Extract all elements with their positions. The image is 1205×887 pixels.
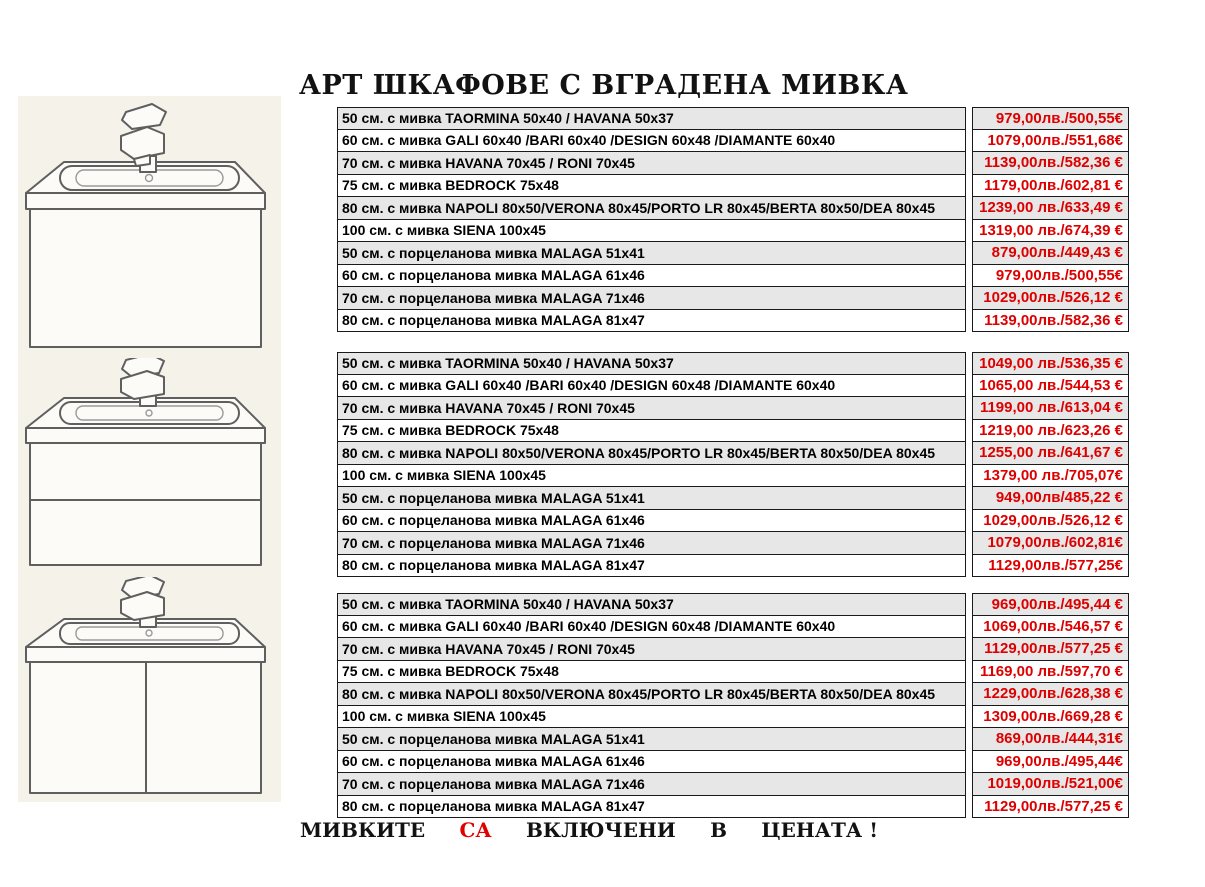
product-desc: 50 см. с мивка TAORMINA 50x40 / HAVANA 50x37 [337,107,966,130]
product-desc: 70 см. с мивка HAVANA 70x45 / RONI 70x45 [337,397,966,420]
product-price: 879,00лв./449,43 € [972,242,1129,265]
table-row [337,555,1129,578]
product-desc: 60 см. с мивка GALI 60x40 /BARI 60x40 /DESIGN 60x48 /DIAMANTE 60x40 [337,616,966,639]
vanity-two-doors-drawing [18,577,281,820]
table-row [337,706,1129,729]
product-price: 1065,00 лв./544,53 € [972,375,1129,398]
table-row [337,728,1129,751]
product-price: 949,00лв/485,22 € [972,487,1129,510]
product-price: 979,00лв./500,55€ [972,107,1129,130]
table-row [337,197,1129,220]
product-desc: 75 см. с мивка BEDROCK 75x48 [337,420,966,443]
price-table-1 [337,107,1129,332]
product-price: 1199,00 лв./613,04 € [972,397,1129,420]
product-price: 1079,00лв./551,68€ [972,130,1129,153]
product-price: 1169,00 лв./597,70 € [972,661,1129,684]
product-desc: 80 см. с мивка NAPOLI 80x50/VERONA 80x45/PORTO LR 80x45/BERTA 80x50/DEA 80x45 [337,442,966,465]
table-row [337,287,1129,310]
cabinet-body-graphic [30,443,261,565]
product-desc: 100 см. с мивка SIENA 100x45 [337,220,966,243]
footer-word: ВКЛЮЧЕНИ [525,818,676,842]
product-price: 869,00лв./444,31€ [972,728,1129,751]
footer-note [300,818,878,842]
product-price: 1255,00 лв./641,67 € [972,442,1129,465]
product-price: 969,00лв./495,44€ [972,751,1129,774]
product-price: 1219,00 лв./623,26 € [972,420,1129,443]
product-price: 1129,00лв./577,25 € [972,796,1129,819]
product-desc: 70 см. с порцеланова мивка MALAGA 71x46 [337,773,966,796]
footer-word-accent: СА [459,818,492,842]
product-price: 1309,00лв./669,28 € [972,706,1129,729]
table-row [337,638,1129,661]
product-desc: 80 см. с мивка NAPOLI 80x50/VERONA 80x45/PORTO LR 80x45/BERTA 80x50/DEA 80x45 [337,683,966,706]
product-desc: 80 см. с порцеланова мивка MALAGA 81x47 [337,310,966,333]
product-desc: 50 см. с порцеланова мивка MALAGA 51x41 [337,242,966,265]
product-price: 1019,00лв./521,00€ [972,773,1129,796]
table-row [337,487,1129,510]
product-desc: 60 см. с порцеланова мивка MALAGA 61x46 [337,510,966,533]
product-desc: 70 см. с мивка HAVANA 70x45 / RONI 70x45 [337,638,966,661]
table-row [337,510,1129,533]
cabinet-body-graphic [30,662,261,793]
table-row [337,532,1129,555]
table-row [337,442,1129,465]
product-price: 1139,00лв./582,36 € [972,310,1129,333]
product-price: 1239,00 лв./633,49 € [972,197,1129,220]
product-desc: 80 см. с мивка NAPOLI 80x50/VERONA 80x45/PORTO LR 80x45/BERTA 80x50/DEA 80x45 [337,197,966,220]
product-desc: 70 см. с мивка HAVANA 70x45 / RONI 70x45 [337,152,966,175]
table-row [337,265,1129,288]
product-price: 1069,00лв./546,57 € [972,616,1129,639]
table-row [337,242,1129,265]
footer-word: МИВКИТЕ [300,818,426,842]
product-drawings-panel [18,96,281,802]
product-desc: 50 см. с мивка TAORMINA 50x40 / HAVANA 50x37 [337,593,966,616]
vanity-two-drawers-drawing [18,358,281,573]
table-row [337,107,1129,130]
product-desc: 100 см. с мивка SIENA 100x45 [337,465,966,488]
product-desc: 50 см. с порцеланова мивка MALAGA 51x41 [337,487,966,510]
page-title: АРТ ШКАФОВЕ С ВГРАДЕНА МИВКА [299,70,909,101]
product-desc: 80 см. с порцеланова мивка MALAGA 81x47 [337,796,966,819]
table-row [337,683,1129,706]
product-price: 1179,00лв./602,81 € [972,175,1129,198]
table-row [337,310,1129,333]
product-desc: 60 см. с мивка GALI 60x40 /BARI 60x40 /DESIGN 60x48 /DIAMANTE 60x40 [337,375,966,398]
product-price: 979,00лв./500,55€ [972,265,1129,288]
product-price: 1129,00лв./577,25 € [972,638,1129,661]
table-row [337,751,1129,774]
product-desc: 75 см. с мивка BEDROCK 75x48 [337,661,966,684]
cabinet-body-graphic [30,209,261,347]
product-desc: 70 см. с порцеланова мивка MALAGA 71x46 [337,532,966,555]
table-row [337,152,1129,175]
product-price: 1049,00 лв./536,35 € [972,352,1129,375]
product-desc: 50 см. с порцеланова мивка MALAGA 51x41 [337,728,966,751]
product-desc: 80 см. с порцеланова мивка MALAGA 81x47 [337,555,966,578]
product-desc: 60 см. с мивка GALI 60x40 /BARI 60x40 /DESIGN 60x48 /DIAMANTE 60x40 [337,130,966,153]
table-row [337,130,1129,153]
product-desc: 60 см. с порцеланова мивка MALAGA 61x46 [337,265,966,288]
product-price: 1379,00 лв./705,07€ [972,465,1129,488]
product-price: 1029,00лв./526,12 € [972,510,1129,533]
product-desc: 50 см. с мивка TAORMINA 50x40 / HAVANA 50x37 [337,352,966,375]
product-price: 1079,00лв./602,81€ [972,532,1129,555]
table-row [337,593,1129,616]
table-row [337,220,1129,243]
table-row [337,796,1129,819]
table-row [337,175,1129,198]
price-table-2 [337,352,1129,577]
product-desc: 60 см. с порцеланова мивка MALAGA 61x46 [337,751,966,774]
product-desc: 100 см. с мивка SIENA 100x45 [337,706,966,729]
table-row [337,352,1129,375]
table-row [337,661,1129,684]
product-price: 1229,00лв./628,38 € [972,683,1129,706]
table-row [337,397,1129,420]
table-row [337,420,1129,443]
table-row [337,616,1129,639]
footer-word: В [710,818,727,842]
price-table-3 [337,593,1129,818]
product-price: 1319,00 лв./674,39 € [972,220,1129,243]
table-row [337,465,1129,488]
product-price: 969,00лв./495,44 € [972,593,1129,616]
footer-word: ЦЕНАТА ! [761,818,878,842]
product-price: 1029,00лв./526,12 € [972,287,1129,310]
product-desc: 75 см. с мивка BEDROCK 75x48 [337,175,966,198]
table-row [337,773,1129,796]
product-desc: 70 см. с порцеланова мивка MALAGA 71x46 [337,287,966,310]
vanity-single-front-drawing [18,96,281,350]
table-row [337,375,1129,398]
product-price: 1129,00лв./577,25€ [972,555,1129,578]
product-price: 1139,00лв./582,36 € [972,152,1129,175]
